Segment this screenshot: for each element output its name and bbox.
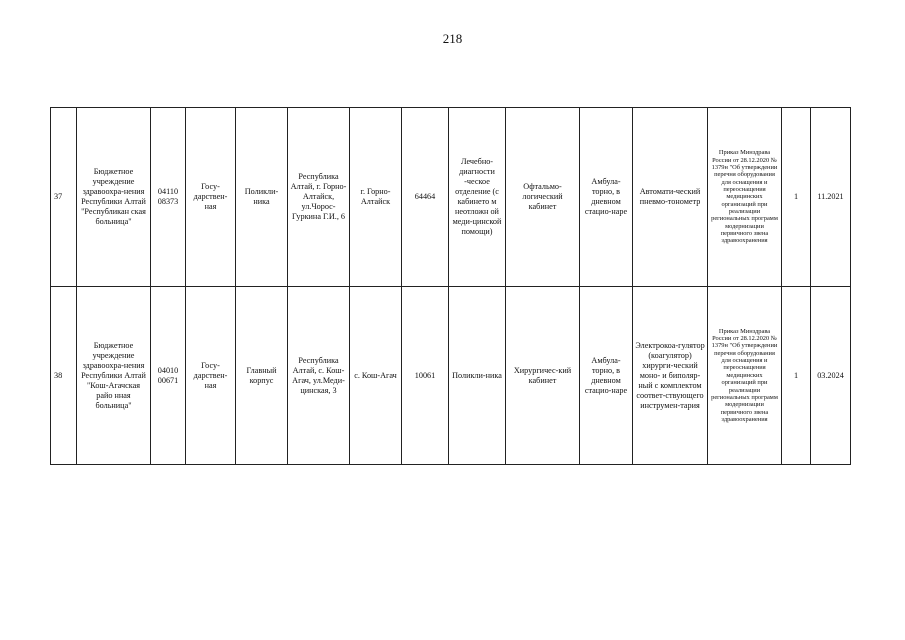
quantity: 1 <box>782 287 811 465</box>
department: Поликли-ника <box>449 287 506 465</box>
postal-code: 64464 <box>402 108 449 287</box>
equipment-registry-table <box>50 107 851 465</box>
page-number: 218 <box>442 31 463 46</box>
table-row <box>51 108 851 287</box>
organization-name: Бюджетное учреждение здравоохра-нения Республики Алтай "Кош-Агачская райо нная больница" <box>77 287 151 465</box>
organization-code: 04010 00671 <box>151 287 186 465</box>
row-number: 37 <box>51 108 77 287</box>
ownership-form: Госу-дарствен-ная <box>186 108 236 287</box>
address: Республика Алтай, с. Кош-Агач, ул.Меди-цинская, 3 <box>288 287 350 465</box>
locality: с. Кош-Агач <box>350 287 402 465</box>
locality: г. Горно-Алтайск <box>350 108 402 287</box>
postal-code: 10061 <box>402 287 449 465</box>
organization-code: 04110 08373 <box>151 108 186 287</box>
room: Офтальмо-логический кабинет <box>506 108 580 287</box>
address: Республика Алтай, г. Горно-Алтайск, ул.Чорос-Гуркина Г.И., 6 <box>288 108 350 287</box>
organization-name: Бюджетное учреждение здравоохра-нения Республики Алтай "Республикан ская больница" <box>77 108 151 287</box>
care-form: Амбула-торно, в дневном стацио-наре <box>580 287 633 465</box>
legal-basis: Приказ Минздрава России от 28.12.2020 № 1379н "Об утверждении перечня оборудования для оснащения и переоснащения медицинских организаций при реализации региональных программ модернизации первичного звена здравоохранения <box>708 108 782 287</box>
unit-type: Главный корпус <box>236 287 288 465</box>
table-row <box>51 287 851 465</box>
ownership-form: Госу-дарствен-ная <box>186 287 236 465</box>
care-form: Амбула-торно, в дневном стацио-наре <box>580 108 633 287</box>
equipment-name: Электрокоа-гулятор (коагулятор) хирурги-ческий моно- и биполяр-ный с комплектом соответ-ствующего инструмен-тария <box>633 287 708 465</box>
delivery-date: 03.2024 <box>811 287 851 465</box>
department: Лечебно-диагности -ческое отделение (с кабинето м неотложн ой меди-цинской помощи) <box>449 108 506 287</box>
room: Хирургичес-кий кабинет <box>506 287 580 465</box>
unit-type: Поликли-ника <box>236 108 288 287</box>
delivery-date: 11.2021 <box>811 108 851 287</box>
row-number: 38 <box>51 287 77 465</box>
equipment-name: Автомати-ческий пневмо-тонометр <box>633 108 708 287</box>
quantity: 1 <box>782 108 811 287</box>
legal-basis: Приказ Минздрава России от 28.12.2020 № 1379н "Об утверждении перечня оборудования для оснащения и переоснащения медицинских организаций при реализации региональных программ модернизации первичного звена здравоохранения <box>708 287 782 465</box>
